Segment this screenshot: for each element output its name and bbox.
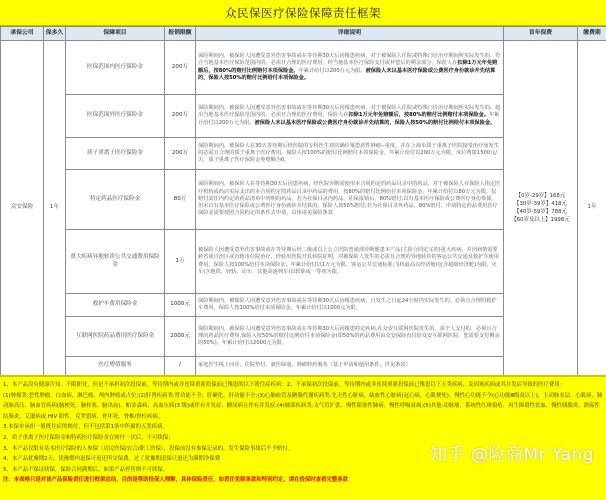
notes-section [0, 375, 606, 500]
description-emphasis: 被保险人未以基本医疗保险或公费医疗身份就诊并先结算的，保险人按50%的赔付比例给付本项保险金。 [198, 67, 496, 81]
limit-cell: 2000元 [165, 317, 196, 357]
description-cell [196, 41, 504, 95]
header-item: 保障项目 [66, 27, 165, 41]
note-line-3: 3.本保单承担一般既往症的赔付，但不包括第1条中所描的五类疾病。 [3, 424, 168, 431]
header-company: 承保公司 [1, 27, 44, 41]
note-line-6: 4、本产品犹豫期2天，犹豫期内退保可退还所交保费，过了犹豫期退保只退还为满期净保费 [3, 456, 221, 463]
description-cell [196, 170, 504, 230]
description-text: 家庭医生线上问诊、住院垫付、就医绿通、肿瘤特药服务（基于申请和使用条件，详见条款） [198, 362, 411, 369]
disclaimer-note: 注：本表格只是对该产品保险责任进行框架总结，目的是帮助投保人理解，具体保险责任，如责任免除条款和特别约定，请在投保时查看完整条款 [3, 477, 349, 484]
item-cell: 特定药品医疗保险金 [66, 170, 165, 230]
limit-cell: 200万 [165, 138, 196, 170]
description-text: 保险期间内，被保险人在30天等待期后经医院的专科医生初次确诊罹患恶性肿瘤--重度，并在上海市质子重离子医院接受治疗而发生的必需且合理的质子重离子医疗费用，保险人按100%的赔付比例赔付本项保险金，年累计给付以200万元为限，床位费限1500元/天，质子重离子医疗保险金免赔额为0。 [198, 142, 499, 164]
description-emphasis: 扣除1万元年免赔额后，按80%的赔付比例赔付本项保险金。 [198, 60, 498, 74]
premium-age-30-39: 【30岁-39岁】418元 [514, 201, 567, 207]
description-text: 保险期间内，被保险人因遭受意外伤害事故或在等待期30天后因罹患疾病，对于被保险人住院或特殊门诊治疗期间所实际发生的、超出当地基本医疗保险范围内的、必需且合理的医疗费用，保险人在 [198, 105, 501, 119]
header-limit: 报销限额 [165, 27, 196, 41]
description-text: 保险期间内，被保险人因遭受意外伤害事故或在等待期30天后因罹患疾病，自发生之日起24小时内实际发生的、必须且合理的救护车费用，保险人按100%给付本项保险金，年累计给付以1000元为限。 [198, 297, 497, 311]
description-emphasis: 被保险人未以基本医疗保险或公费医疗身份就诊并先结算的，保险人按50%的赔付比例给付本项保险金。 [254, 119, 496, 126]
premium-age-60-plus: 【60岁及以上】1998元 [511, 217, 570, 223]
table-row [1, 41, 606, 95]
note-line-4: 2、质子重离子医疗保险金和特药医疗保险金在赔付一次后，不可续保； [3, 434, 174, 441]
watermark: 知乎 @险商Mr Yang [430, 445, 594, 465]
description-text: 保险期间内，被保险人因遭受意外伤害事故或在等待期30天后因罹患特定疾病,在众安互联网医院发生的，需个人支付的、必须且合理的药品医疗费用,保险人按50%的赔付比例给付本项保险金(即50%的药品费用由众安保险直付给众安互联网医院，您需要支付剩余的50%)，年累计给付以2000元为限。 [198, 325, 500, 347]
note-line-5: 3、本产品仅限有基本医疗保险的人参保（居民医保/农合/职工医保），投保前没有参保记录的，发生保险事故后不予赔付。 [3, 445, 294, 452]
premium-age-40-59: 【40岁-59岁】788元 [514, 209, 567, 215]
description-cell [196, 317, 504, 357]
description-text: 保险期间内，被保险人在等待期30天后因患疾病，经医院诊断需使用本合同约定的药品目录中的药品，对于被保险人在保险人指定医疗机构或药店实际支出的本合同约定的药品目录中药品的费用，按80%的赔付比例给付本项保险金，年累计给付以80万元为限。仅赔付责任内约定的药品清单中列明的药品，若为社保目录内药品，社保报销后，80%赔付;以有基本医疗保险或公费医疗身份参保，但未以有基本医疗保险或公费医疗身份就诊并结算的，保险人按50%赔付;若为社保目录外药品，80%赔付。申请特定药品费用医疗保险金需要按照合同约定的条件去申请，具体请见保险条款 [198, 181, 501, 217]
header-duration: 保多久 [44, 27, 66, 41]
description-cell [196, 95, 504, 138]
duration-cell: 1年 [44, 41, 66, 376]
limit-cell: 200万 [165, 95, 196, 138]
description-cell [196, 230, 504, 294]
description-cell [196, 138, 504, 170]
item-cell: 医保范围外医疗保险金 [66, 95, 165, 138]
note-line-exclusions: (1)肿瘤类:恶性肿瘤、白血病、淋巴瘤、颅内肿瘤或占位;(2)肝肾疾病类:肾功能不全、肝硬化、肝功能不全;(3)心脑血管及糖脂代谢疾病类:先天性心脏病、缺血性心脏病(冠心病、心肌梗死)、慢性心功能不全(心功能Ⅲ级及以上)、主动脉夹层、心肌病、肺动脉高压、脑血管疾病(脑梗死、脑栓塞、脑出血)、帕金森病、高血压病(3 级)或伴有并发症、糖尿病且伴有并发症;(4)肺部疾病类:支气管扩张、慢性阻塞性肺病、慢性呼吸衰竭;(5)其他:动脉瘤、系统性红斑狼疮、再生障碍性贫血、慢性胰腺炎、溃疡性结肠炎、艾滋病或 HIV 阳性、克罗恩病、骨坏死、脊椎/脊柱疾病。 [3, 392, 603, 420]
description-cell [196, 294, 504, 317]
item-cell: 质子重离子医疗保险金 [66, 138, 165, 170]
description-text: 年累计给付以200万元为限。 [198, 112, 500, 126]
payment-period-cell: 1年 [578, 41, 606, 376]
item-cell: 救护车费用保险金 [66, 294, 165, 317]
premium-cell [504, 41, 578, 376]
description-cell [196, 357, 504, 376]
limit-cell: 1000元 [165, 294, 196, 317]
header-description: 详细说明 [196, 27, 504, 41]
description-text: 年累计给付以200万元为限。 [298, 67, 366, 74]
item-cell: 医保范围内医疗保险金 [66, 41, 165, 95]
description-text: 保险期间内，被保险人因遭受意外伤害事故或在等待期30天后因罹患疾病，对于被保险人住院或特殊门诊治疗期间所实际发生的、符合当地基本医疗保险范围内的、必需且合理的医疗费用，经当地基本医疗保险支付或补偿后的剩余部分，保险人在 [198, 53, 501, 67]
note-line-7: 5、本产品不保证续保，保险合同满期后，如果产品停售则不可续保。 [3, 466, 169, 473]
description-emphasis: 扣除1万元年免赔额后，按80%的赔付比例赔付本项保险金。 [348, 112, 489, 119]
item-cell: 互联网医院药品费用医疗保险金 [66, 317, 165, 357]
header-premium: 首年保费 [504, 27, 578, 41]
header-payment-period: 缴费期 [578, 27, 606, 41]
limit-cell: 200万 [165, 41, 196, 95]
page-title: 众民保医疗保险保障责任框架 [0, 0, 606, 26]
table-header-row [1, 27, 606, 41]
note-line-1: 1、本产品没有健康告知，不限职业，但是不承担初次投保前、等待期内或非连续重新投保前已罹患的以下既往症疾病：2、不承保初次投保前、等待期内或非连续重新投保前已罹患以下五类疾病，及因该疾病或其并发症导致的医疗费用： [3, 382, 566, 388]
limit-cell: 1万 [165, 230, 196, 294]
company-cell: 众安保险 [1, 41, 44, 376]
item-cell: 重大疾病异地转诊公共交通费用保险金 [66, 230, 165, 294]
limit-cell: / [165, 357, 196, 376]
limit-cell: 80万 [165, 170, 196, 230]
coverage-table [0, 26, 606, 376]
item-cell: 医疗增值服务 [66, 357, 165, 376]
premium-age-0-29: 【0岁-29岁】168元 [515, 193, 566, 199]
description-text: 被保险人因遭受意外伤害事故或在等待期后经二级或以上公立医院普通部诊断罹患本产品(主险合同定义的)重大疾病，并因病情需要跨省或自治区或直辖市住院治疗，经转出医院开具转院证明，对被保险人发生的必需且合理的异地转诊的客运公共交通及救护车使用费用，保险人按100%给付本项保险金，年累计给付以1万元为限。客运公共交通标准:飞机最高以经济舱(包含超级经济舱)为限，火车(含地铁、轻轨、动车、其他高速列车)以软卧或一等座为限。 [198, 247, 499, 275]
